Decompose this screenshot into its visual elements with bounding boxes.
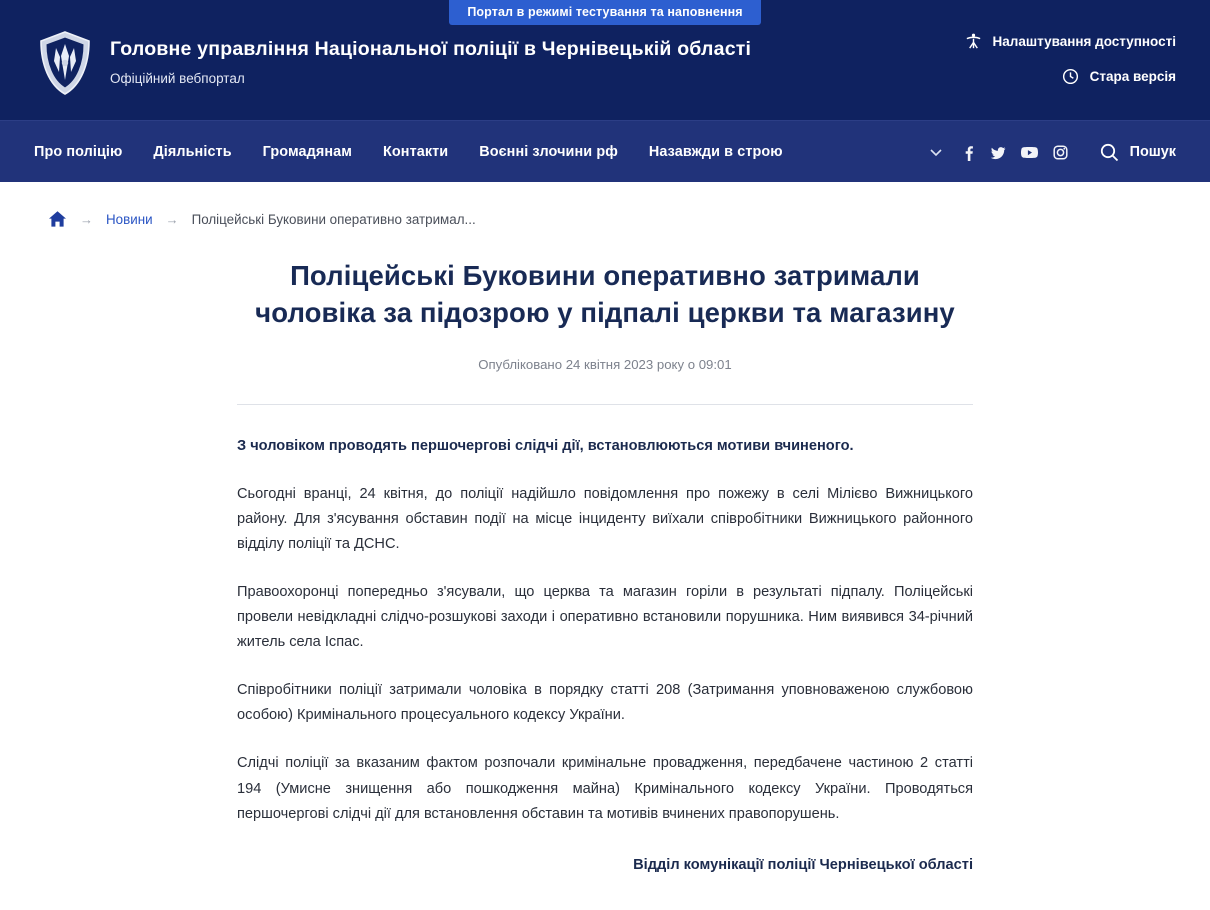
article-paragraph: Правоохоронці попередньо з'ясували, що церква та магазин горіли в результаті підпалу. Поліцейські провели невідкладні слідчо-розшукові заходи і оперативно встановили порушника. Ним виявився 34-річний житель села Іспас. [237, 584, 973, 651]
test-mode-banner-container [0, 0, 1210, 25]
youtube-icon[interactable] [1020, 144, 1039, 161]
accessibility-settings-label: Налаштування доступності [992, 34, 1176, 49]
chevron-down-icon[interactable] [928, 144, 944, 160]
nav-item-war-crimes[interactable]: Воєнні злочини рф [479, 144, 618, 160]
article-paragraph: Сьогодні вранці, 24 квітня, до поліції надійшло повідомлення про пожежу в селі Мілієво Вижницького району. Для з'ясування обставин події на місце інциденту виїхали співробітники Вижницького районного відділу поліції та ДСНС. [237, 485, 973, 552]
accessibility-settings-link[interactable] [964, 32, 1176, 51]
article-paragraph: Співробітники поліції затримали чоловіка в порядку статті 208 (Затримання уповноваженою службовою особою) Кримінального процесуального кодексу України. [237, 682, 973, 724]
publication-date: Опубліковано 24 квітня 2023 року о 09:01 [478, 357, 732, 373]
police-emblem-logo[interactable] [36, 30, 94, 96]
nav-item-forever-in-ranks[interactable]: Назавжди в строю [648, 144, 783, 160]
nav-items [34, 144, 783, 160]
breadcrumb-item-news[interactable]: Новини [106, 211, 153, 227]
breadcrumb-arrow-1: → [80, 211, 93, 227]
accessibility-icon [964, 32, 983, 51]
search-icon [1099, 142, 1120, 163]
search-label: Пошук [1129, 144, 1176, 160]
test-mode-banner: Портал в режимі тестування та наповнення [449, 0, 760, 25]
old-version-label: Стара версія [1089, 69, 1176, 84]
twitter-icon[interactable] [990, 144, 1007, 161]
main-navigation [0, 120, 1210, 182]
site-subtitle: Офіційний вебпортал [110, 71, 245, 86]
nav-item-activity[interactable]: Діяльність [153, 144, 232, 160]
nav-item-citizens[interactable]: Громадянам [262, 144, 352, 160]
facebook-icon[interactable] [960, 144, 977, 161]
header-utility-links [964, 32, 1176, 102]
nav-item-about-police[interactable]: Про поліцію [34, 144, 123, 160]
site-title-block [110, 38, 751, 86]
breadcrumb-item-current: Поліцейські Буковини оперативно затримал... [191, 211, 476, 227]
nav-item-contacts[interactable]: Контакти [383, 144, 449, 160]
history-clock-icon [1061, 67, 1080, 86]
social-links [960, 144, 1069, 161]
article-paragraph: Слідчі поліції за вказаним фактом розпочали кримінальне провадження, передбачене частиною 2 статті 194 (Умисне знищення або пошкодження майна) Кримінального кодексу України. Проводяться першочергові слідчі дії для встановлення обставин та мотивів вчинених правопорушень. [237, 755, 973, 822]
breadcrumb-arrow-2: → [165, 211, 179, 227]
divider [237, 404, 973, 405]
nav-right-cluster [928, 121, 1176, 183]
instagram-icon[interactable] [1052, 144, 1069, 161]
search-button[interactable] [1099, 142, 1176, 163]
home-icon[interactable] [48, 210, 67, 228]
article [237, 228, 973, 873]
breadcrumb [0, 182, 1210, 228]
article-lead: З чоловіком проводять першочергові слідчі дії, встановлюються мотиви вчиненого. [237, 438, 854, 455]
old-version-link[interactable] [964, 67, 1176, 86]
article-signature: Відділ комунікації поліції Чернівецької області [633, 856, 973, 873]
page-title: Поліцейські Буковини оперативно затримали чоловіка за підозрою у підпалі церкви та магазину [255, 260, 955, 328]
site-title: Головне управління Національної поліції в Чернівецькій області [110, 38, 752, 60]
